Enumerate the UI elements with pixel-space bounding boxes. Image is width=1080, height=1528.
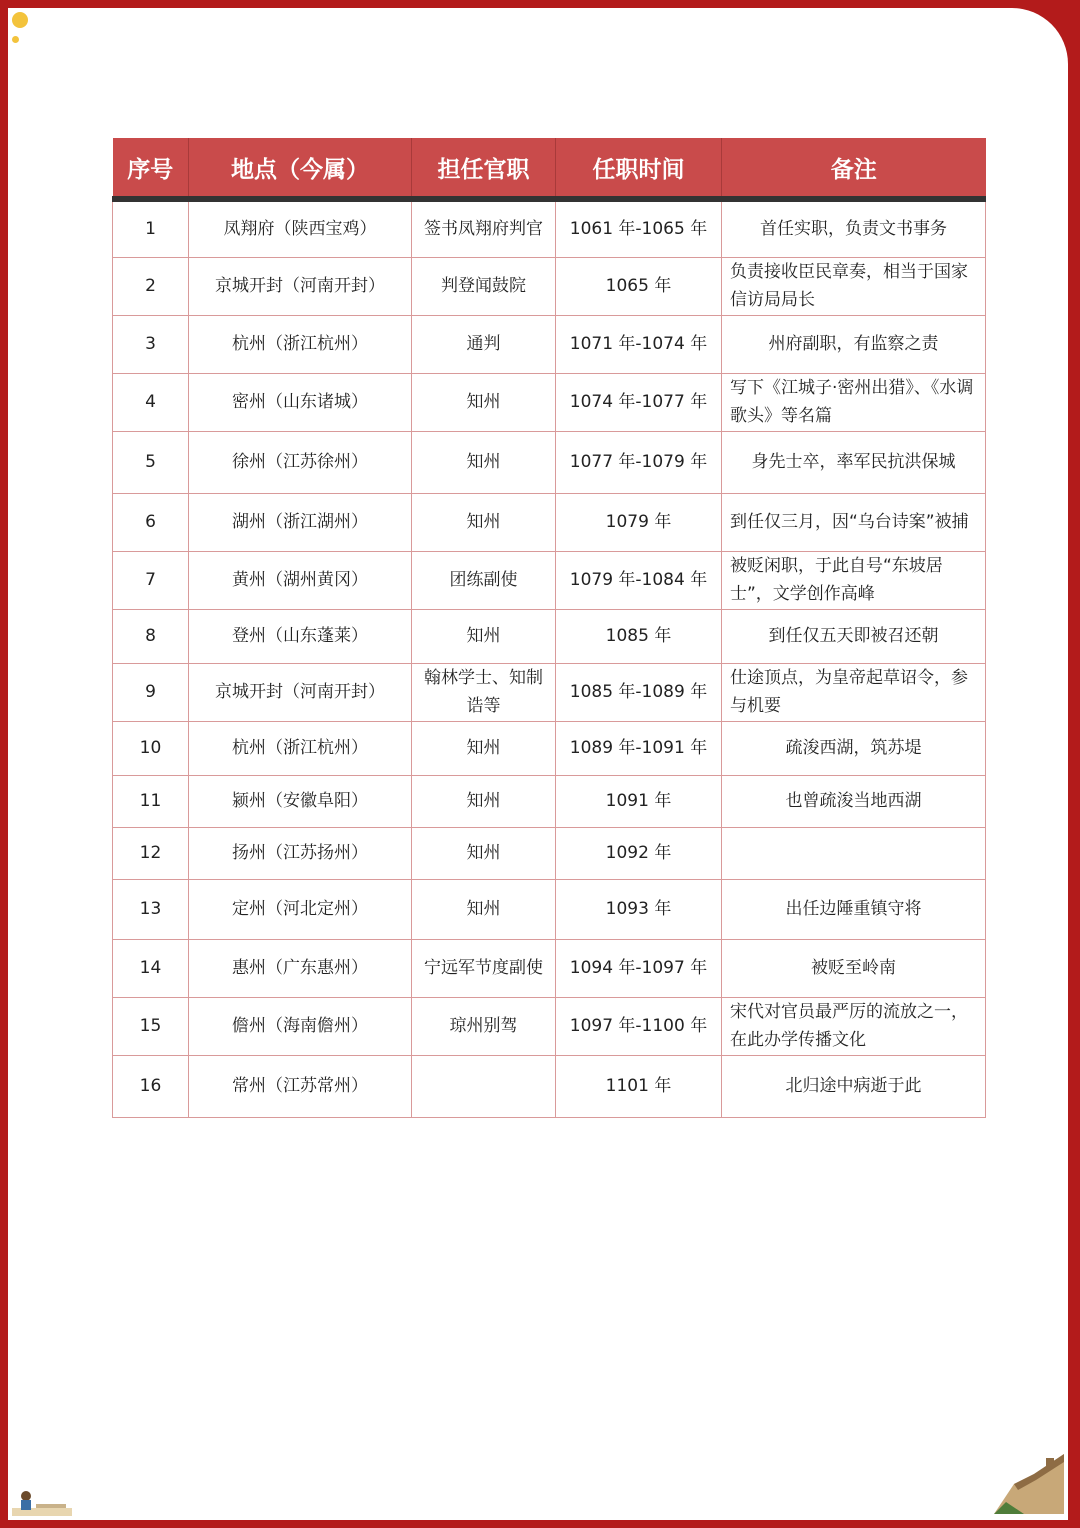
cell-time: 1079 年-1084 年 [556, 551, 722, 609]
decorative-dot-small [12, 36, 19, 43]
cell-place: 惠州（广东惠州） [189, 939, 412, 997]
cell-note: 州府副职，有监察之责 [722, 315, 986, 373]
cell-place: 登州（山东蓬莱） [189, 609, 412, 663]
cell-time: 1061 年-1065 年 [556, 199, 722, 257]
cell-post: 知州 [412, 493, 556, 551]
table-row [113, 775, 986, 827]
cell-no: 8 [113, 609, 189, 663]
cell-note: 被贬闲职，于此自号“东坡居士”，文学创作高峰 [722, 551, 986, 609]
header-no: 序号 [113, 138, 189, 199]
header-time: 任职时间 [556, 138, 722, 199]
table-row [113, 257, 986, 315]
cell-place: 颍州（安徽阜阳） [189, 775, 412, 827]
cell-time: 1071 年-1074 年 [556, 315, 722, 373]
cell-time: 1093 年 [556, 879, 722, 939]
cell-post: 知州 [412, 609, 556, 663]
header-note: 备注 [722, 138, 986, 199]
cell-time: 1079 年 [556, 493, 722, 551]
cell-post: 团练副使 [412, 551, 556, 609]
table-row [113, 431, 986, 493]
table-row [113, 199, 986, 257]
cell-note: 写下《江城子·密州出猎》、《水调歌头》等名篇 [722, 373, 986, 431]
cell-note: 出任边陲重镇守将 [722, 879, 986, 939]
table-row [113, 551, 986, 609]
table-header-row [113, 138, 986, 199]
cell-place: 儋州（海南儋州） [189, 997, 412, 1055]
cell-place: 定州（河北定州） [189, 879, 412, 939]
table-row [113, 721, 986, 775]
cell-post: 签书凤翔府判官 [412, 199, 556, 257]
cell-time: 1077 年-1079 年 [556, 431, 722, 493]
cell-post: 翰林学士、知制诰等 [412, 663, 556, 721]
table-row [113, 1055, 986, 1117]
table-row [113, 663, 986, 721]
cell-place: 黄州（湖州黄冈） [189, 551, 412, 609]
reading-figure-illustration [12, 1486, 72, 1516]
cell-note: 负责接收臣民章奏，相当于国家信访局局长 [722, 257, 986, 315]
cell-note: 宋代对官员最严厉的流放之一，在此办学传播文化 [722, 997, 986, 1055]
cell-place: 湖州（浙江湖州） [189, 493, 412, 551]
cell-no: 14 [113, 939, 189, 997]
table-row [113, 997, 986, 1055]
cell-time: 1089 年-1091 年 [556, 721, 722, 775]
cell-time: 1085 年 [556, 609, 722, 663]
cell-no: 6 [113, 493, 189, 551]
cell-post: 宁远军节度副使 [412, 939, 556, 997]
cell-note: 首任实职，负责文书事务 [722, 199, 986, 257]
cell-no: 10 [113, 721, 189, 775]
cell-post: 知州 [412, 721, 556, 775]
cell-place: 杭州（浙江杭州） [189, 721, 412, 775]
cell-no: 2 [113, 257, 189, 315]
header-place: 地点（今属） [189, 138, 412, 199]
cell-no: 16 [113, 1055, 189, 1117]
cell-no: 3 [113, 315, 189, 373]
cell-no: 15 [113, 997, 189, 1055]
cell-no: 7 [113, 551, 189, 609]
cell-note: 身先士卒，率军民抗洪保城 [722, 431, 986, 493]
table-row [113, 315, 986, 373]
cell-post: 判登闻鼓院 [412, 257, 556, 315]
cell-place: 凤翔府（陕西宝鸡） [189, 199, 412, 257]
cell-post [412, 1055, 556, 1117]
cell-place: 常州（江苏常州） [189, 1055, 412, 1117]
header-post: 担任官职 [412, 138, 556, 199]
cell-note [722, 827, 986, 879]
table-row [113, 879, 986, 939]
cell-no: 13 [113, 879, 189, 939]
cell-place: 京城开封（河南开封） [189, 663, 412, 721]
table-row [113, 827, 986, 879]
cell-note: 到任仅五天即被召还朝 [722, 609, 986, 663]
table-row [113, 609, 986, 663]
cell-place: 密州（山东诸城） [189, 373, 412, 431]
cell-time: 1092 年 [556, 827, 722, 879]
cell-time: 1091 年 [556, 775, 722, 827]
cell-post: 通判 [412, 315, 556, 373]
cell-post: 知州 [412, 431, 556, 493]
cell-time: 1094 年-1097 年 [556, 939, 722, 997]
cell-no: 11 [113, 775, 189, 827]
cell-no: 12 [113, 827, 189, 879]
cell-place: 京城开封（河南开封） [189, 257, 412, 315]
cell-post: 知州 [412, 775, 556, 827]
cell-place: 扬州（江苏扬州） [189, 827, 412, 879]
great-wall-illustration [994, 1454, 1064, 1514]
cell-post: 知州 [412, 879, 556, 939]
cell-note: 疏浚西湖，筑苏堤 [722, 721, 986, 775]
cell-note: 被贬至岭南 [722, 939, 986, 997]
cell-no: 5 [113, 431, 189, 493]
cell-note: 仕途顶点，为皇帝起草诏令，参与机要 [722, 663, 986, 721]
cell-no: 9 [113, 663, 189, 721]
cell-post: 知州 [412, 827, 556, 879]
cell-place: 杭州（浙江杭州） [189, 315, 412, 373]
cell-time: 1074 年-1077 年 [556, 373, 722, 431]
cell-place: 徐州（江苏徐州） [189, 431, 412, 493]
table-row [113, 493, 986, 551]
cell-no: 4 [113, 373, 189, 431]
table-row [113, 939, 986, 997]
cell-note: 到任仅三月，因“乌台诗案”被捕 [722, 493, 986, 551]
decorative-dot [12, 12, 28, 28]
cell-post: 知州 [412, 373, 556, 431]
cell-post: 琼州别驾 [412, 997, 556, 1055]
cell-time: 1065 年 [556, 257, 722, 315]
cell-time: 1097 年-1100 年 [556, 997, 722, 1055]
table-row [113, 373, 986, 431]
page-frame [8, 8, 1068, 1520]
cell-time: 1101 年 [556, 1055, 722, 1117]
cell-note: 也曾疏浚当地西湖 [722, 775, 986, 827]
cell-no: 1 [113, 199, 189, 257]
cell-note: 北归途中病逝于此 [722, 1055, 986, 1117]
cell-time: 1085 年-1089 年 [556, 663, 722, 721]
posts-table [112, 138, 986, 1118]
